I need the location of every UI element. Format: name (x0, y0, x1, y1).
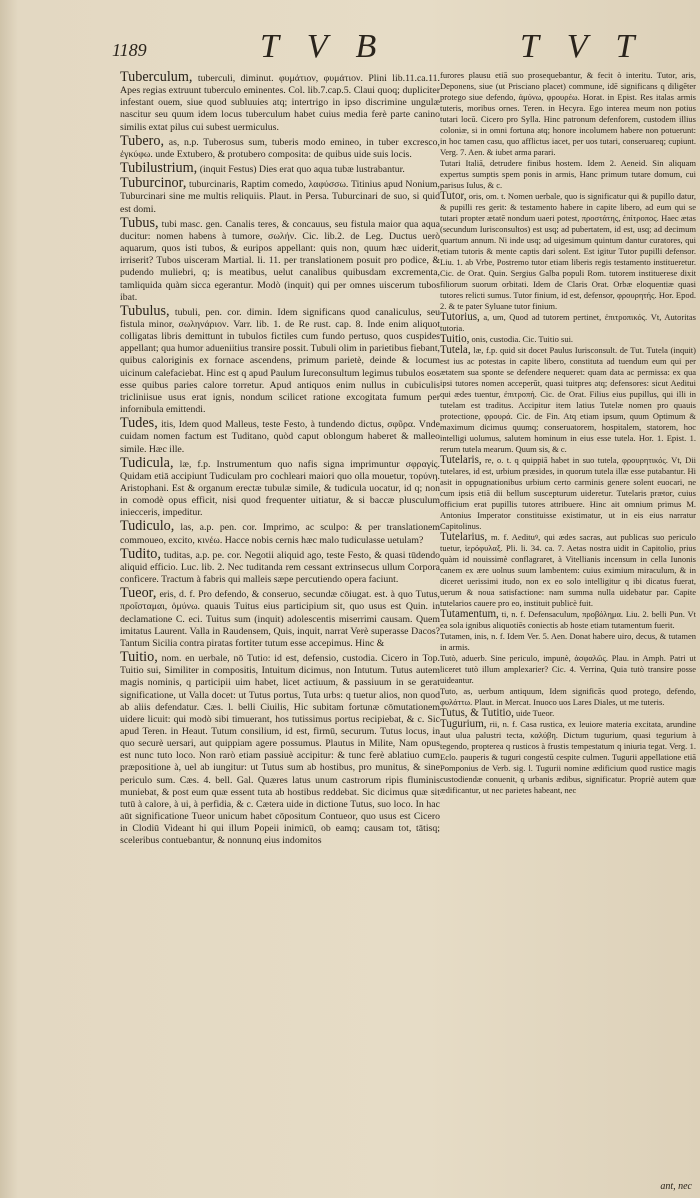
entry-text: m. f. Aedituꝰ, qui ædes sacras, aut publicas suo periculo tuetur, ἱερόφυλαξ. Pli. li. 34. ca. 7. Aetas nostra uidit in Capitolio, prius quàm id nouissimè conflagraret, à Vitellianis incensum in cella Iunonis canem ex ære uolnus suum lambentem: cuius eximium miraculum, & in diceret uerissimi itudo, non ex eo solo intelligitur q ibi dicatus fuerat, uerum & noua satisfactione: nam summa nulla uidebatur par. Capite tutelarios cauere pro eo, instituit publicè fuit. (440, 532, 696, 609)
entry-headword: Tubus, (120, 214, 159, 231)
dictionary-entry (120, 216, 440, 304)
entry-headword: Tugurium, (440, 718, 487, 731)
entry-text: Tutamen, inis, n. f. Idem Ver. 5. Aen. Donat habere uiro, decus, & tutamen in armis. (440, 631, 696, 653)
entry-headword: Tudito, (120, 545, 161, 562)
entry-headword: Tudicula, (120, 454, 174, 471)
entry-headword: Tubero, (120, 132, 165, 149)
running-header (0, 28, 700, 68)
dictionary-entry (440, 631, 696, 653)
entry-text: Tutari Italiā, detrudere finibus hostem. Idem 2. Aeneid. Sin aliquam expertus sumptis spem ponis in armis, Hanc primum tutare domum, cui parisus Iulus, & c. (440, 158, 696, 190)
entry-text: a, um, Quod ad tutorem pertinet, ἐπιτροπικός. Vt, Autoritas tutoria. (440, 312, 696, 334)
entry-text: las, a.p. pen. cor. Imprimo, ac sculpo: & per translationem commoueo, excito, κινέω. Hacce nobis cernis hæc malo tudiculasse uetulam? (120, 522, 440, 546)
dictionary-entry (120, 456, 440, 520)
dictionary-entry (120, 70, 440, 134)
entry-text: oris, om. t. Nomen uerbale, quo is significatur qui & pupillo datur, & pupilli res gerit: & testamento habere in capite libero, ad eum qui se tutari propter ætatē nondum uaeri potest, προστάτης, ἐπίτροπος. Haec ætas (secundum Iurisconsultos) est usq; ad pubertatem, id est, usq; ad decimum quartum annum. Ni inde usq; ad uigesimum quintum dantur curatores, qui etiam tutoris & mente captis dari solent. Est igitur Tutor pupilli defensor. Liu. 1. ab Vrbe, Postremo tutor etiam liberis regis testamento institueretur. Cic. de Orat. Quin. Sergius Galba populi Rom. tutorem instituerese dixit filiorum suorum orbitati. Idem de Claris Orat. Orbæ eloquentiæ quasi tutores relicti sumus. Tutor finium, id est, defensor, φρουρητής. Hor. Epod. 2. & te pater Syluane tutor finium. (440, 191, 696, 312)
dictionary-entry (440, 455, 696, 532)
dictionary-entry (440, 719, 696, 796)
dictionary-entry (440, 70, 696, 158)
entry-headword: Tutamentum, (440, 608, 499, 621)
entry-headword: Tutelaris, (440, 454, 482, 467)
dictionary-entry (440, 312, 696, 334)
dictionary-entry (120, 176, 440, 215)
running-title-right: T V T (520, 28, 645, 65)
dictionary-entry (120, 547, 440, 586)
entry-text: uide Tueor. (516, 708, 555, 719)
entry-text: læ, f.p. quid sit docet Paulus Iurisconsult. de Tut. Tutela (inquit) est ius ac potestas in capite libero, constituta ad tuendum eum qui per ætatem sua sponte se defendere nequeret: quam data ac permissa: ex qua ipsi tutores nomen acceperūt, quasi tuitpres atq; defensores: sicut Aeditui qui ædes tuentur, ἐπιτροπή. Cic. de Orat. Filius eius pupillus, qui illi in tutelam est traditus. Accipitur item latius Tutelæ nomen pro quauis protectione, φρουρά. Cic. de Fin. Atq etiam ipsum, quum Optimum & maximum dicimus quumq; conseruatorem, hospitalem, statorem, hoc intelligi uolumus, salutem hominum in eius esse tutela. Hor. 1. Epist. 1. rerum tutela mearum. Quum sis, & c. (440, 345, 696, 455)
entry-headword: Tutela, (440, 344, 471, 357)
entry-text: tubuli, pen. cor. dimin. Idem significans quod canaliculus, seu fistula minor, σωληνάριον. Varr. lib. 1. de Re rust. cap. 8. Inde enim aliquot colligatas libris demittunt in tubulos fictiles cum fundo pertuso, quos cuspides appellant; qua humor adueniitius transire possit. Tubuli olim in parietibus fiebant, quibus caloriginis ex fornace ascendens, primum parietè, deinde & locum uicinum calefaciebat. Hinc est q apud Paulum Iureconsultum legimus tubulos eos esse quibus paries calore torretur. Apud antiquos enim nullus in cubiculis tricliniisue usus erat ignis, nondum scilicet ratione excogitata fumum per infornibula emittendi. (120, 306, 440, 416)
dictionary-entry (440, 345, 696, 455)
entry-text: ti, n. f. Defensaculum, προβόλημα. Liu. 2. belli Pun. Vt ea sola ignibus aliquotiēs coniectis ab hoste etiam tutamentum fuerit. (440, 609, 696, 631)
entry-headword: Tutus, & Tutitio, (440, 707, 514, 720)
entry-headword: Tutor, (440, 190, 467, 202)
entry-headword: Tuburcinor, (120, 175, 187, 192)
right-column (440, 70, 696, 1150)
dictionary-entry (440, 191, 696, 312)
dictionary-entry (120, 586, 440, 650)
dictionary-entry (120, 416, 440, 455)
entry-text: tuburcinaris, Raptim comedo, λαφύσσω. Titinius apud Nonium, Tuburcinari sine me multis reliquiis. Plaut. in Persa. Tuburcinari de suo, si quid est domi. (120, 179, 440, 215)
entry-text: eris, d. f. Pro defendo, & conseruo, secundæ cōiugat. est. à quo Tutus, προΐσταμαι, ὁμύνω. quauis Tuitus eius participium sit, quo usus est Quin. in declamatione C. eci. Tuitus sum (inquit) adolescentis miserrimi causam. Quem imitatus Laurent. Valla in Raudensem, Quis, inquit, narrat Verè superasse Dacos? Tantum Sicilia contra piratas fortiter tutum esse accepimus. Hinc & (120, 589, 440, 649)
running-title-left: T V B (260, 28, 387, 65)
page-number: 1189 (112, 40, 147, 60)
entry-headword: Tutorius, (440, 311, 480, 324)
entry-text: Tuto, as, uerbum antiquum, Idem significās quod protego, defendo, φυλάττω. Plaut. in Mercat. Inuoco uos Lares Diales, ut me tuteris. (440, 686, 696, 708)
dictionary-entry (120, 519, 440, 546)
dictionary-entry (440, 609, 696, 631)
entry-headword: Tudes, (120, 415, 158, 432)
entry-text: tuditas, a.p. pe. cor. Negotii aliquid ago, teste Festo, & quasi tūdendo aliquid efficio. Luc. lib. 2. Nec tuditanda rem cessant extrinsecus ullum Corpora conficere. Tractum à fabris qui malleis sæpe percutiendo opera faciunt. (120, 549, 440, 586)
left-column (120, 70, 440, 1190)
entry-text: itis, Idem quod Malleus, teste Festo, à tundendo dictus, σφῦρα. Vnde cuidam nomen factum est Tuditano, quòd caput oblongum haberet & malleo simile. Hæc ille. (120, 419, 440, 455)
entry-text: rii, n. f. Casa rustica, ex leuiore materia excitata, arundine aut ulua palustri tecta, καλύβη. Dictum tugurium, quasi tegurium à tegendo, propterea q rusticos à frustis tempestatum q iniuria tegat. Verg. 1. Eclo. pauperis & tuguri congestū cespite culmen. Tugurii appellatione etiā Pomponius de Verb. sig. l. Tugurii nomine ædificium quod rustice magis custodiendæ conuenit, q urbanis ædibus, significatur. Propriè autem quæ ædificantur, ut nec parietes habeant, nec (440, 719, 696, 796)
catchword: ant, nec (660, 1181, 692, 1192)
entry-headword: Tubilustrium, (120, 160, 198, 177)
entry-text: (inquit Festus) Dies erat quo aqua tubæ lustrabantur. (199, 164, 405, 176)
dictionary-entry (120, 161, 440, 176)
entry-headword: Tutelarius, (440, 531, 488, 544)
entry-headword: Tubulus, (120, 302, 170, 319)
entry-text: tuberculi, diminut. φυμάτιον, φυμάτιον. Plini lib.11.ca.11. Apes regias extruunt tuberculo eminentes. Col. lib.7.cap.5. Claui quoq; dupliciter infestant ouem, siue quod subluuies atq; intertrigo in ipso discrimine ungulæ nascitur seu quum idem locus tuberculum habet cuius media ferè parte canino similis extat pilus cui subest uermiculus. (120, 73, 440, 133)
entry-text: nom. en uerbale, nō Tutio: id est, defensio, custodia. Cicero in Top. Tuitio sui, Similiter in compositis, Intuitum dicimus, non Intutum. Tutus autem magis nominis, q participii uim habet, licet actiuum, & passiuum in se gerat significatione, ut Valla docet: ut Tutus portus, Tuta urbs: q tuetur alios, non quod ab aliis defendatur. Cæs. l. belli Ciuilis, Hic subitam fortunæ cōmutationem uidere licuit: qui modò sibi timuerant, hos tutissimus portus recipiebat, & c. Sic apud Teren. in Heaut. Tutum consilium, id est, firmū, securum. Tutus locus, in quo securè uersari, aut quippiam agere possumus. Plautus in Milite, Nam opus est nunc tuto loco. Non rarò etiam passiuè accipitur: & tunc ferè ablatiuo cum præpositione à, uel ab iungitur: ut Tutus sum ab hostibus, pro munitus, & sine periculo sum. Cæs. 4. bell. Gal. Quæres latus unum castrorum ripis fluminis muniebat, & post eum quæ essent tuta ab hostibus reddebat. Sic dicimus quæ sit tutū à calore, à ui, à perfidia, & c. Cætera uide in dictione Tutus, suo loco. In hac aūt significatione Tueor unicum habet cōpositum Contueor, quo usus est Cicero in Clodiū Videant hi qui illum Popeii inimicū, ob eamq; causam tot, tātisq; sceleribus contuebantur, & nonnunq eius indomitos (120, 653, 440, 847)
entry-text: re, o. t. q quippiā habet in suo tutela, φρουρητικός. Vt, Dii tutelares, id est, urbium præsides, in quorum tutela illæ esse putabantur. Hi asit in oppugnationibus urbium certo carminis genere solent euocari, ne cum ipsis etiā dii bellum suscepturum uideretur. Tutelaris prætor, cuius officium erat pupillis tutores attribuere. Hinc ait omnium primus M. Antonius Imperator constituisse existimatur, ut in eis eius narratur Capitolinus. (440, 455, 696, 532)
dictionary-entry (440, 532, 696, 609)
dictionary-entry (120, 304, 440, 416)
entry-text: læ, f.p. Instrumentum quo nafis signa imprimuntur σφραγίς. Quidam etiā accipiunt Tudiculam pro cochleari maiori quo olla mouetur, τορύνη. Aristophani. Est & organum erectæ tubulæ simile, & tudicula uocatur, id q; non in comodè opus efficit, nisi quod frequenter uitiatur, & si baccæ plusculum iniecceris, impeditur. (120, 458, 440, 519)
entry-headword: Tueor, (120, 585, 157, 602)
entry-headword: Tuitio, (440, 333, 470, 346)
dictionary-entry (440, 334, 696, 345)
dictionary-entry (440, 686, 696, 708)
dictionary-entry (120, 134, 440, 161)
dictionary-entry (120, 650, 440, 848)
dictionary-entry (440, 158, 696, 191)
dictionary-entry (440, 653, 696, 686)
entry-text: Tutò, aduerb. Sine periculo, impunè, ἀσφαλῶς. Plau. in Amph. Patri ut liceret tutò illum amplexarier? Cic. 4. Verrina, Quia tutò transire posse uideantur. (440, 653, 696, 686)
entry-headword: Tuberculum, (120, 70, 193, 85)
entry-headword: Tuitio, (120, 649, 158, 666)
entry-text: onis, custodia. Cic. Tuitio sui. (471, 334, 574, 345)
entry-text: tubi masc. gen. Canalis teres, & concauus, seu fistula maior qua aqua ducitur: nomen habens à tumore, σωλήν. Cic. lib.2. de Leg. Ductus uerò aquarum, quos isti tubos, & euripos appellant: quis non, quum hæc uiderit, irriserit? Tubos uisceram Martial. li. 11. per translationem posuit pro podice, & pudendo muliebri, q; is meatibus, uelut canalibus quibusdam excrementa, tamliquida quàm sicca egerantur. Modò (inquit) qui per omnes uiscerum tubos ibat. (120, 218, 440, 303)
entry-text: as, n.p. Tuberosus sum, tuberis modo emineo, in tuber excresco, ἐγκύφω. unde Extubero, & protubero composita: de quibus uide suis locis. (120, 136, 440, 160)
entry-text: furores plausu etiā suo prosequebantur, & fecit ò interitu. Tutor, aris, Deponens, siue (ut Prisciano placet) commune, idē significans q diligēter protego siue defendo, ἀμύνω, φρουρέω. Horat. in Epist. Res italas armis tuteris, moribus ornes. Teren. in Hecyra. Ego interea meum non potius tutari locū. Cicero pro Sylla. Hinc patronum defenforem, custodem illius coloniæ, si in omni fortuna atq; honore incolumem habere non potuerunt: in hoc tamen casu, quo afflictus iacet, per uos tutari, conseruareq; cupiunt. Verg. 7. Aen. & iubet arma parari. (440, 70, 696, 157)
entry-headword: Tudiculo, (120, 518, 175, 535)
